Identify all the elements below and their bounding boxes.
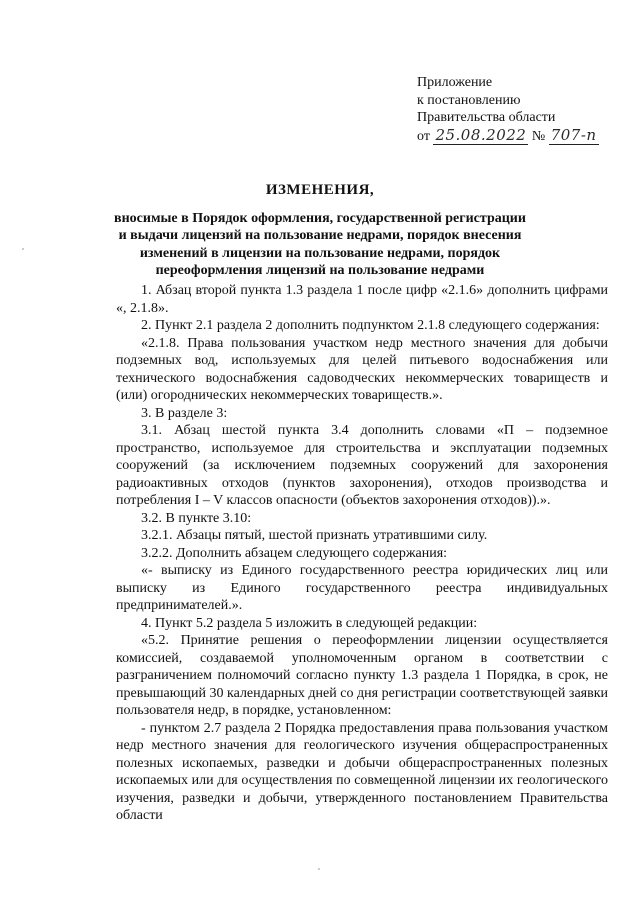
paragraph-1: 1. Абзац второй пункта 1.3 раздела 1 после цифр «2.1.6» дополнить цифрами «, 2.1.8». <box>116 283 608 316</box>
paragraph-2: 2. Пункт 2.1 раздела 2 дополнить подпунктом 2.1.8 следующего содержания: <box>141 318 600 333</box>
paragraph-3-2-1: 3.2.1. Абзацы пятый, шестой признать утратившими силу. <box>141 528 488 543</box>
paragraph-3: 3. В разделе 3: <box>141 405 228 421</box>
appendix-line-3: Правительства области <box>417 110 556 125</box>
document-body <box>116 282 608 825</box>
title-line-2: и выдачи лицензий на пользование недрами, порядок внесения <box>118 228 522 243</box>
appendix-header <box>417 74 627 145</box>
paragraph-3-1: 3.1. Абзац шестой пункта 3.4 дополнить словами «П – подземное пространство, используемое для строительства и эксплуатации подземных сооружений (за исключением подземных сооружений для захоронения радиоактивных отходов (пунктов захоронения), отходов производства и потребления I – V классов опасности (объектов захоронения отходов)).». <box>116 423 608 508</box>
handwritten-date: 25.08.2022 <box>435 125 527 144</box>
title-line-1: вносимые в Порядок оформления, государственной регистрации <box>114 210 526 226</box>
paragraph-3-2: 3.2. В пункте 3.10: <box>141 510 252 526</box>
paragraph-2-1-8: «2.1.8. Права пользования участком недр местного значения для добычи подземных вод, используемых для целей питьевого водоснабжения или технического водоснабжения садоводческих некоммерческих товариществ и (или) огороднических некоммерческих товариществ.». <box>116 335 608 403</box>
title-line-3: изменений в лицензии на пользование недрами, порядок <box>139 245 501 261</box>
paragraph-quote-extract: «- выписку из Единого государственного реестра юридических лиц или выписку из Единого государственного реестра индивидуальных предпринимателей.». <box>116 563 608 613</box>
appendix-date-line <box>417 127 627 146</box>
from-label: от <box>417 128 430 144</box>
title-main: ИЗМЕНЕНИЯ, <box>265 182 375 198</box>
paragraph-4: 4. Пункт 5.2 раздела 5 изложить в следующей редакции: <box>141 615 478 631</box>
paragraph-clause-2-7: - пунктом 2.7 раздела 2 Порядка предоставления права пользования участком недр местного значения для геологического изучения общераспространенных полезных ископаемых, разведки и добычи общераспространенных полезных ископаемых или для осуществления по совмещенной лицензии их геологического изучения, разведки и добычи, утвержденного постановлением Правительства области <box>116 720 608 823</box>
number-sign: № <box>531 128 546 144</box>
appendix-line-2: к постановлению <box>417 92 521 108</box>
appendix-line-1: Приложение <box>417 75 493 90</box>
title-line-4: переоформления лицензий на пользование недрами <box>155 263 485 278</box>
handwritten-number: 707-п <box>550 125 597 144</box>
scan-speck <box>22 248 24 250</box>
paragraph-5-2: «5.2. Принятие решения о переоформлении лицензии осуществляется комиссией, создаваемой уполномоченным органом в соответствии с разграничением полномочий согласно пункту 1.3 раздела 1 Порядка, в срок, не превышающий 30 календарных дней со дня регистрации соответствующей заявки пользователя недр, в порядке, установленном: <box>116 633 608 718</box>
scan-speck <box>318 868 320 870</box>
paragraph-3-2-2: 3.2.2. Дополнить абзацем следующего содержания: <box>141 545 448 561</box>
document-title <box>110 182 530 280</box>
